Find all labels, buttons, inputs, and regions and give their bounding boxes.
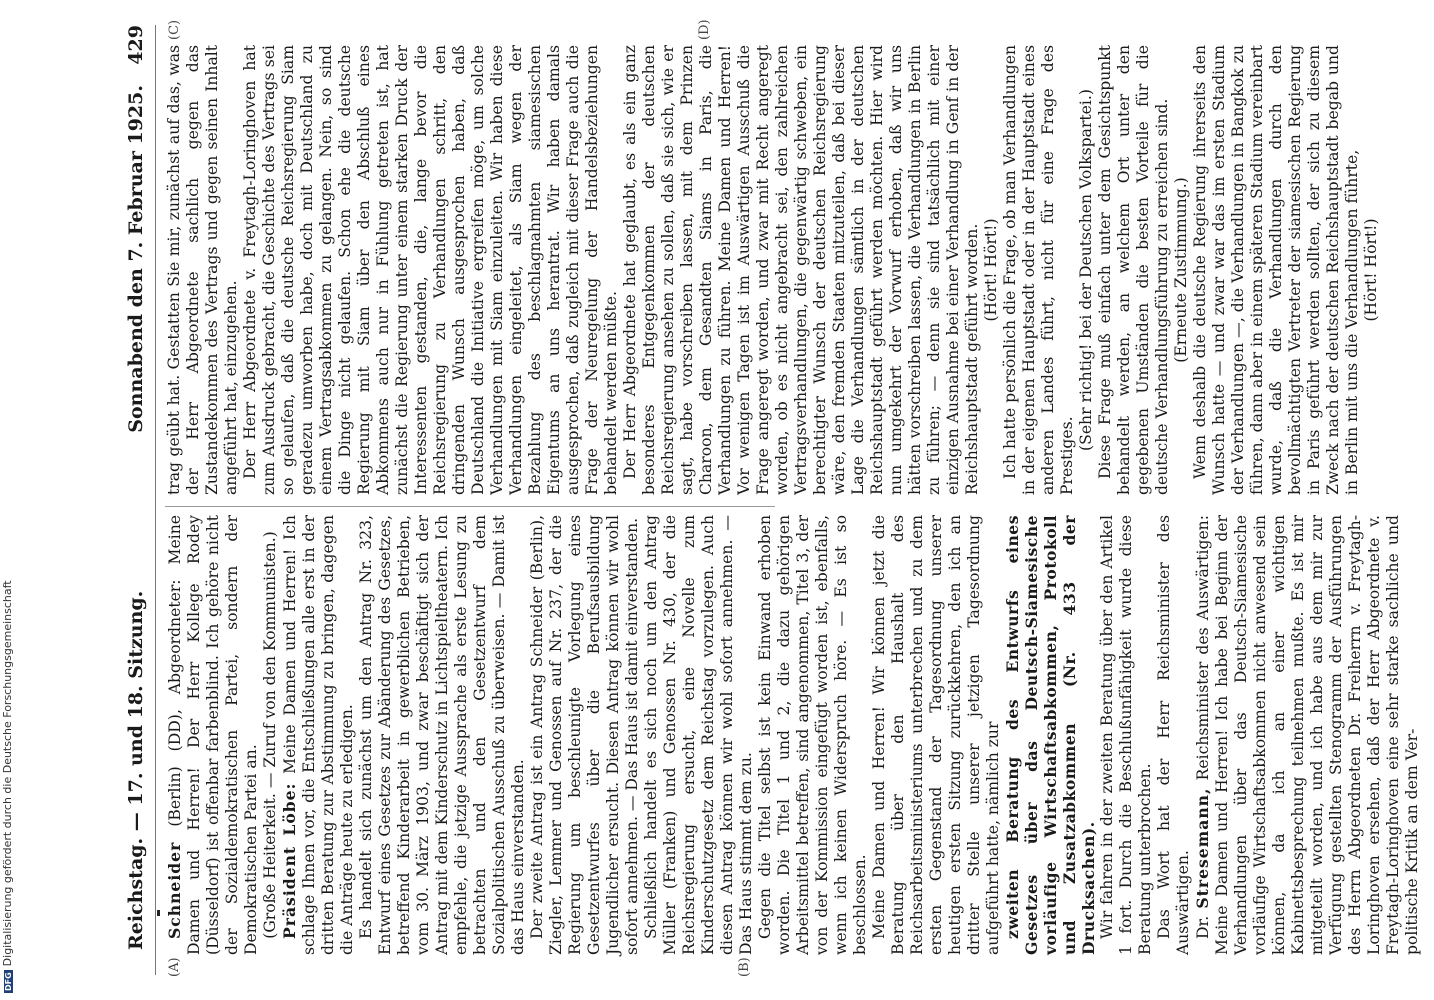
text-column-right bbox=[165, 45, 1381, 495]
paragraph: Der zweite Antrag ist ein Antrag Schneider (Berlin), Ziegler, Lemmer und Genossen auf Nr. 237, der die Regierung um beschleunigte Vorlegung eines Gesetzentwurfes über die Berufsausbildung Jugendlicher ersucht. Diesen Antrag können wir wohl sofort annehmen. — Das Haus ist damit einverstanden. bbox=[528, 515, 641, 955]
header-right: Sonnabend den 7. Februar 1925. bbox=[125, 85, 147, 433]
speech-text: Reichsminister des Auswärtigen: Meine Damen und Herren! Ich habe bei Beginn der Verhandlungen über das Deutsch-Siamesische vorläufige Wirtschaftsabkommen nicht anwesend sein können, da ich an einer wichtigen Kabinettsbesprechung teilnehmen mußte. Es ist mir mitgeteilt worden, und ich habe aus dem mir zur Verfügung gestellten Stenogramm der Ausführungen des Herrn Abgeordneten Dr. Freiherrn v. Freytagh-Loringhoven ersehen, daß der Herr Abgeordnete v. Freytagh-Loringhoven eine sehr starke sachliche und politische Kritik an dem Ver- bbox=[1194, 515, 1421, 955]
margin-mark-a: (A) bbox=[167, 957, 182, 977]
paragraph: Es handelt sich zunächst um den Antrag Nr. 323, Entwurf eines Gesetzes zur Abänderung des Gesetzes, betreffend Kinderarbeit in gewerblichen Betrieben, vom 30. März 1903, und zwar beschäftigt sich der Antrag mit dem Kinderschutz in Lichtspieltheatern. Ich empfehle, die jetzige Aussprache als erste Lesung zu betrachten und den Gesetzentwurf dem Sozialpolitischen Ausschuß zu überweisen. — Damit ist das Haus einverstanden. bbox=[357, 515, 527, 955]
paragraph: Wenn deshalb die deutsche Regierung ihrerseits den Wunsch hatte — und zwar war das im ersten Stadium der Verhandlungen —, die Verhandlungen in Bangkok zu führen, dann aber in einem späteren Stadium vereinbart wurde, daß die Verhandlungen durch den bevollmächtigten Vertreter der siamesischen Regierung in Paris geführt werden sollten, der sich zu diesem Zweck nach der deutschen Reichshauptstadt begab und in Berlin mit uns die Verhandlungen führte, bbox=[1191, 45, 1361, 495]
margin-mark-d: (D) bbox=[697, 19, 712, 40]
dfg-logo: DFG bbox=[4, 972, 13, 991]
text-column-left bbox=[165, 515, 1422, 955]
margin-mark-b: (B) bbox=[737, 957, 752, 977]
scan-speck bbox=[157, 910, 160, 916]
paragraph: Wir fahren in der zweiten Beratung über den Artikel 1 fort. Durch die Beschlußunfähigkeit wurde diese Beratung unterbrochen. bbox=[1098, 515, 1154, 955]
page-number: 429 bbox=[125, 25, 147, 65]
paragraph: Der Herr Abgeordnete hat geglaubt, es als ein ganz besonderes Entgegenkommen der deutschen Reichsregierung ansehen zu sollen, daß sie sich, wie er sagt, habe vorschreiben lassen, mit dem Prinzen Charoon, dem Gesandten Siams in Paris, die Verhandlungen zu führen. Meine Damen und Herren! Vor wenigen Tagen ist im Auswärtigen Ausschuß die Frage angeregt worden, und zwar mit Recht angeregt worden, ob es nicht angebracht sei, den zahlreichen Vertragsverhandlungen, die gegenwärtig schweben, ein berechtigter Wunsch der deutschen Reichsregierung wäre, den fremden Staaten mitzuteilen, daß bei dieser Lage die Verhandlungen sämtlich in der deutschen Reichshauptstadt geführt werden möchten. Hier wird nun umgekehrt der Vorwurf erhoben, daß wir uns hätten vorschreiben lassen, die Verhandlungen in Berlin zu führen; — denn sie sind tatsächlich mit einer einzigen Ausnahme bei einer Verhandlung in Genf in der Reichshauptstadt geführt worden. bbox=[621, 45, 981, 495]
paragraph bbox=[1193, 515, 1422, 955]
header-left: Reichstag. — 17. und 18. Sitzung. bbox=[125, 590, 147, 950]
stage-note: (Große Heiterkeit. — Zuruf von den Kommunisten.) bbox=[261, 531, 279, 939]
credit-text: Digitalisierung gefördert durch die Deutsche Forschungsgemeinschaft bbox=[1, 580, 14, 967]
column-divider bbox=[165, 506, 775, 507]
stage-note: (Hört! Hört!) bbox=[1362, 218, 1380, 322]
stage-note: (Hört! Hört!) bbox=[982, 218, 1000, 322]
speaker-name: Schneider bbox=[165, 841, 184, 939]
paragraph: Gegen die Titel selbst ist kein Einwand erhoben worden. Die Titel 1 und 2, die dazu gehörigen Arbeitsmittel betreffen, sind angenommen, Titel 3, der von der Kommission eingefügt worden ist, ebenfalls, wenn ich keinen Widerspruch höre. — Es ist so beschlossen. bbox=[756, 515, 869, 955]
paragraph: Der Herr Abgeordnete v. Freytagh-Loringhoven hat zum Ausdruck gebracht, die Geschichte des Vertrags sei so gelaufen, daß die deutsche Reichsregierung Siam geradezu umworben habe, doch mit Deutschland zu einem Vertragsabkommen zu gelangen. Nein, so sind die Dinge nicht gelaufen. Schon ehe die deutsche Regierung mit Siam über den Abschluß eines Abkommens auch nur in Fühlung getreten ist, hat zunächst die Regierung unter einem starken Druck der Interessenten gestanden, die, lange bevor die Reichsregierung zu Verhandlungen schritt, den dringenden Wunsch ausgesprochen haben, daß Deutschland die Initiative ergreifen möge, um solche Verhandlungen mit Siam einzuleiten. Wir haben diese Verhandlungen eingeleitet, als Siam wegen der Bezahlung des beschlagnahmten siamesischen Eigentums an uns herantrat. Wir haben damals ausgesprochen, daß zugleich mit dieser Frage auch die Frage der Neuregelung der Handelsbeziehungen behandelt werden müßte. bbox=[241, 45, 620, 495]
paragraph: Schließlich handelt es sich noch um den Antrag Müller (Franken) und Genossen Nr. 430, der die Reichsregierung ersucht, eine Novelle zum Kinderschutzgesetz dem Reichstag vorzulegen. Auch diesen Antrag können wir wohl sofort annehmen. — Das Haus stimmt dem zu. bbox=[642, 515, 755, 955]
paragraph: Diese Frage muß einfach unter dem Gesichtspunkt behandelt werden, an welchem Ort unter den gegebenen Umständen die besten Vorteile für die deutsche Verhandlungsführung zu erreichen sind. bbox=[1096, 45, 1171, 495]
stage-note: (Sehr richtig! bei der Deutschen Volkspartei.) bbox=[1077, 89, 1095, 451]
running-header bbox=[117, 25, 157, 975]
margin-mark-c: (C) bbox=[167, 19, 182, 40]
paragraph: trag geübt hat. Gestatten Sie mir, zunächst auf das, was der Herr Abgeordnete sachlich gegen das Zustandekommen des Vertrags und gegen seinen Inhalt angeführt hat, einzugehen. bbox=[165, 45, 240, 495]
paragraph: Meine Damen und Herren! Wir können jetzt die Beratung über den Haushalt des Reichsarbeitsministeriums unterbrechen und zu dem ersten Gegenstand der Tagesordnung unserer heutigen ersten Sitzung zurückkehren, den ich an dritter Stelle unserer jetzigen Tagesordnung aufgeführt hatte, nämlich zur bbox=[870, 515, 1002, 955]
speech-text: (Berlin) (DD), Abgeordneter: Meine Damen und Herren! Der Herr Kollege Rodey (Düsseldorf) ist offenbar farbenblind. Ich gehöre nicht der Sozialdemokratischen Partei, sondern der Demokratischen Partei an. bbox=[166, 515, 260, 955]
paragraph: Das Wort hat der Herr Reichsminister des Auswärtigen. bbox=[1155, 515, 1192, 955]
speaker-name: Präsident Löbe: bbox=[280, 782, 299, 939]
speaker-title: Dr. bbox=[1194, 915, 1212, 939]
digitization-credit bbox=[1, 580, 14, 993]
paragraph bbox=[165, 515, 261, 955]
header-rule bbox=[155, 25, 156, 975]
speech-text: Meine Damen und Herren! Ich schlage Ihnen vor, die Entschließungen alle erst in der dritten Beratung zur Abstimmung zu bringen, dagegen die Anträge heute zu erledigen. bbox=[281, 515, 356, 955]
paragraph: Ich hatte persönlich die Frage, ob man Verhandlungen in der eigenen Hauptstadt oder in der Hauptstadt eines anderen Landes führt, nicht für eine Frage des Prestiges. bbox=[1001, 45, 1076, 495]
stage-note: (Erneute Zustimmung.) bbox=[1172, 177, 1190, 363]
paragraph bbox=[280, 515, 357, 955]
speaker-name: Stresemann, bbox=[1193, 787, 1212, 909]
document-page bbox=[117, 19, 1421, 977]
agenda-heading: zweiten Beratung des Entwurfs eines Gesetzes über das Deutsch-Siamesische vorläufige Wirtschaftsabkommen, Protokoll und Zusatzabkommen (Nr. 433 der Drucksachen). bbox=[1003, 515, 1098, 955]
